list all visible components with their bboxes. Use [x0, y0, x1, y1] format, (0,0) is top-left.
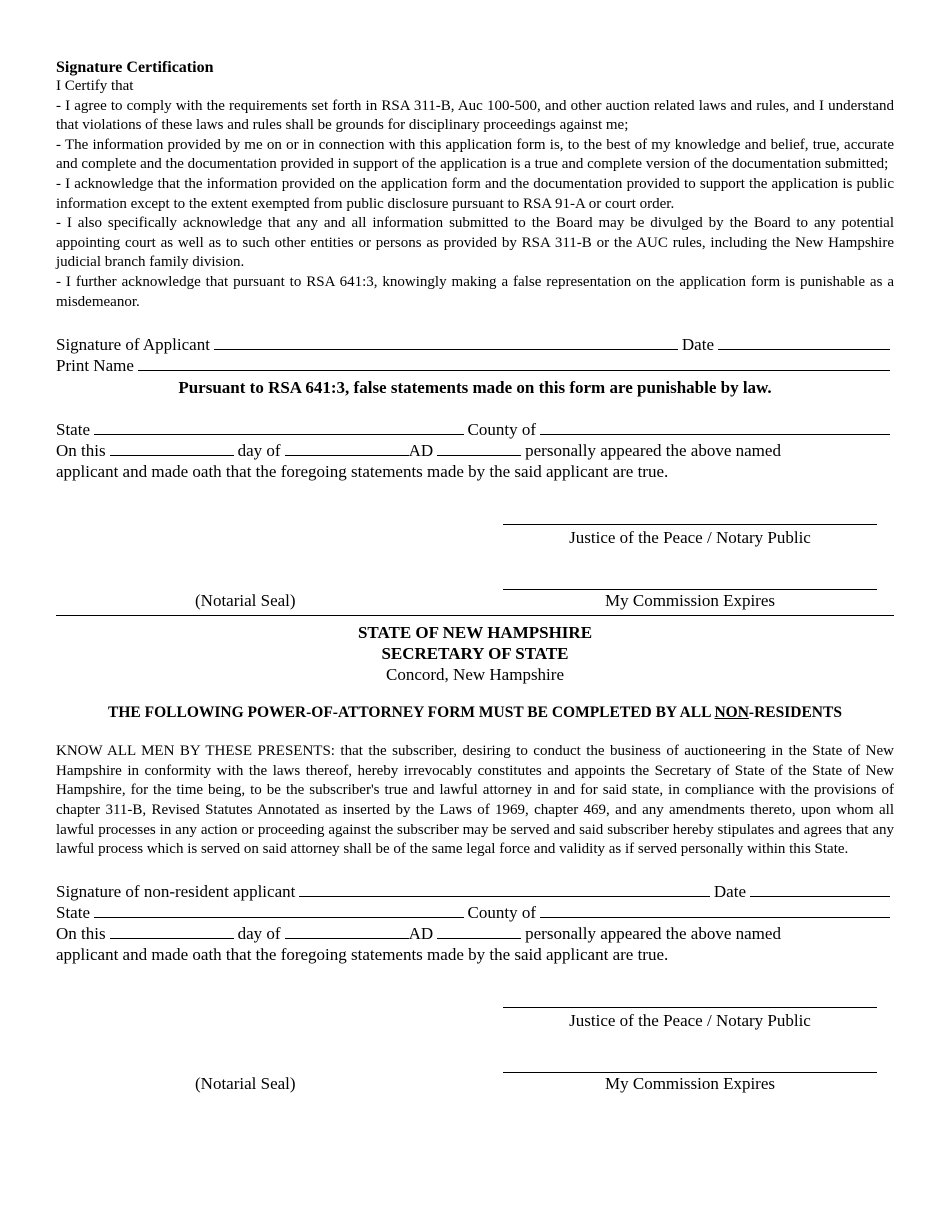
- notary1-ad-label: AD: [408, 441, 434, 461]
- nonresident-signature-row: [56, 881, 894, 902]
- notary2-day-field[interactable]: [110, 937, 234, 939]
- secretary-title: SECRETARY OF STATE: [381, 644, 569, 664]
- notary1-day-of-label: day of: [237, 441, 281, 461]
- notary2-commission-label: My Commission Expires: [604, 1073, 775, 1093]
- notary1-appeared-text: personally appeared the above named: [525, 441, 781, 461]
- certification-intro: I Certify that: [56, 78, 134, 94]
- notary1-day-field[interactable]: [110, 454, 234, 456]
- poa-title-non: NON: [714, 704, 749, 722]
- notary2-county-label: County of: [467, 902, 536, 922]
- certification-clause: - I further acknowledge that pursuant to RSA 641:3, knowingly making a false representation on the application form is punishable as a misdemeanor.: [56, 273, 894, 310]
- applicant-signature-field[interactable]: [214, 348, 678, 350]
- notary2-commission-block: [56, 1028, 894, 1093]
- notary2-date-row: [56, 923, 894, 944]
- notary1-month-field[interactable]: [285, 454, 409, 456]
- print-name-field[interactable]: [138, 369, 890, 371]
- false-statement-warning: Pursuant to RSA 641:3, false statements made on this form are punishable by law.: [178, 378, 772, 398]
- notary2-state-county-row: [56, 902, 894, 923]
- poa-title-part1: THE FOLLOWING POWER-OF-ATTORNEY FORM MUST BE COMPLETED BY ALL: [108, 704, 715, 722]
- poa-title-part2: -RESIDENTS: [748, 704, 842, 722]
- notary1-county-label: County of: [467, 420, 536, 440]
- applicant-signature-label: Signature of Applicant: [56, 335, 210, 355]
- notary1-year-field[interactable]: [437, 454, 521, 456]
- notary2-day-of-label: day of: [237, 923, 281, 943]
- nonresident-date-field[interactable]: [750, 895, 890, 897]
- notary2-year-field[interactable]: [437, 937, 521, 939]
- certification-clause: - I agree to comply with the requirements set forth in RSA 311-B, Auc 100-500, and other auction related laws and rules, and I understand that violations of these laws and rules shall be grounds for disciplinary proceedings against me;: [56, 97, 894, 134]
- notary1-commission-block: [56, 545, 894, 610]
- notary1-date-row: [56, 440, 894, 461]
- notary1-county-field[interactable]: [540, 433, 890, 435]
- notary2-state-label: State: [56, 902, 90, 922]
- notary2-justice-label: Justice of the Peace / Notary Public: [569, 1010, 811, 1030]
- notary2-justice-block: [56, 965, 894, 1028]
- nonresident-signature-field[interactable]: [299, 895, 710, 897]
- concord-line: Concord, New Hampshire: [386, 665, 564, 685]
- certification-clause: - I acknowledge that the information provided on the application form and the documentation provided to support the application is public information except to the extent exempted from public disclosure pursuant to RSA 91-A or court order.: [56, 175, 894, 212]
- print-name-label: Print Name: [56, 356, 134, 376]
- notary2-ad-label: AD: [408, 923, 434, 943]
- notary2-appeared-text: personally appeared the above named: [525, 923, 781, 943]
- notary2-seal-label: (Notarial Seal): [195, 1073, 296, 1093]
- notary2-oath-text: applicant and made oath that the foregoing statements made by the said applicant are true.: [56, 944, 669, 964]
- nonresident-date-label: Date: [713, 881, 746, 901]
- notary1-commission-label: My Commission Expires: [604, 591, 775, 611]
- notary1-seal-label: (Notarial Seal): [195, 591, 296, 611]
- poa-title: [56, 703, 894, 723]
- notary2-on-this-label: On this: [56, 923, 106, 943]
- applicant-signature-row: [56, 334, 894, 355]
- nonresident-signature-label: Signature of non-resident applicant: [56, 881, 296, 901]
- notary1-oath-text: applicant and made oath that the foregoing statements made by the said applicant are true.: [56, 462, 669, 482]
- form-body: [56, 58, 894, 1093]
- applicant-date-label: Date: [681, 335, 714, 355]
- state-title: STATE OF NEW HAMPSHIRE: [357, 623, 593, 643]
- notary1-state-label: State: [56, 420, 90, 440]
- print-name-row: [56, 355, 894, 376]
- notary2-month-field[interactable]: [285, 937, 409, 939]
- certification-heading: Signature Certification: [56, 59, 214, 76]
- notary2-state-field[interactable]: [94, 916, 464, 918]
- notary1-justice-signature-line[interactable]: [503, 524, 877, 525]
- notary1-on-this-label: On this: [56, 441, 106, 461]
- notary1-state-field[interactable]: [94, 433, 464, 435]
- notary1-justice-block: [56, 482, 894, 548]
- certification-clause: - I also specifically acknowledge that any and all information submitted to the Board may be divulged by the Board to any potential appointing court as well as to such other entities or persons as provided by RSA 311-B or the AUC rules, including the New Hampshire judicial branch family division.: [56, 215, 894, 271]
- notary1-justice-label: Justice of the Peace / Notary Public: [569, 528, 811, 548]
- notary1-state-county-row: [56, 419, 894, 440]
- certification-clause: - The information provided by me on or in connection with this application form is, to the best of my knowledge and belief, true, accurate and complete and the documentation provided in support of the application is a true and complete version of the documentation submitted;: [56, 136, 894, 173]
- poa-body: KNOW ALL MEN BY THESE PRESENTS: that the subscriber, desiring to conduct the business of auctioneering in the State of New Hampshire in conformity with the laws thereof, hereby irrevocably constitutes and appoints the Secretary of State of the State of New Hampshire, for the time being, to be the subscriber's true and lawful attorney in and for said state, in compliance with the provisions of chapter 311-B, Revised Statutes Annotated as inserted by the Laws of 1969, chapter 469, and any amendments thereto, upon whom all lawful processes in any action or proceeding against the subscriber may be served and said subscriber hereby stipulates and agrees that any lawful process which is served on said attorney shall be of the same legal force and validity as if served personally within this State.: [56, 743, 894, 858]
- applicant-date-field[interactable]: [718, 348, 890, 350]
- notary2-county-field[interactable]: [540, 916, 890, 918]
- notary2-justice-signature-line[interactable]: [503, 1007, 877, 1008]
